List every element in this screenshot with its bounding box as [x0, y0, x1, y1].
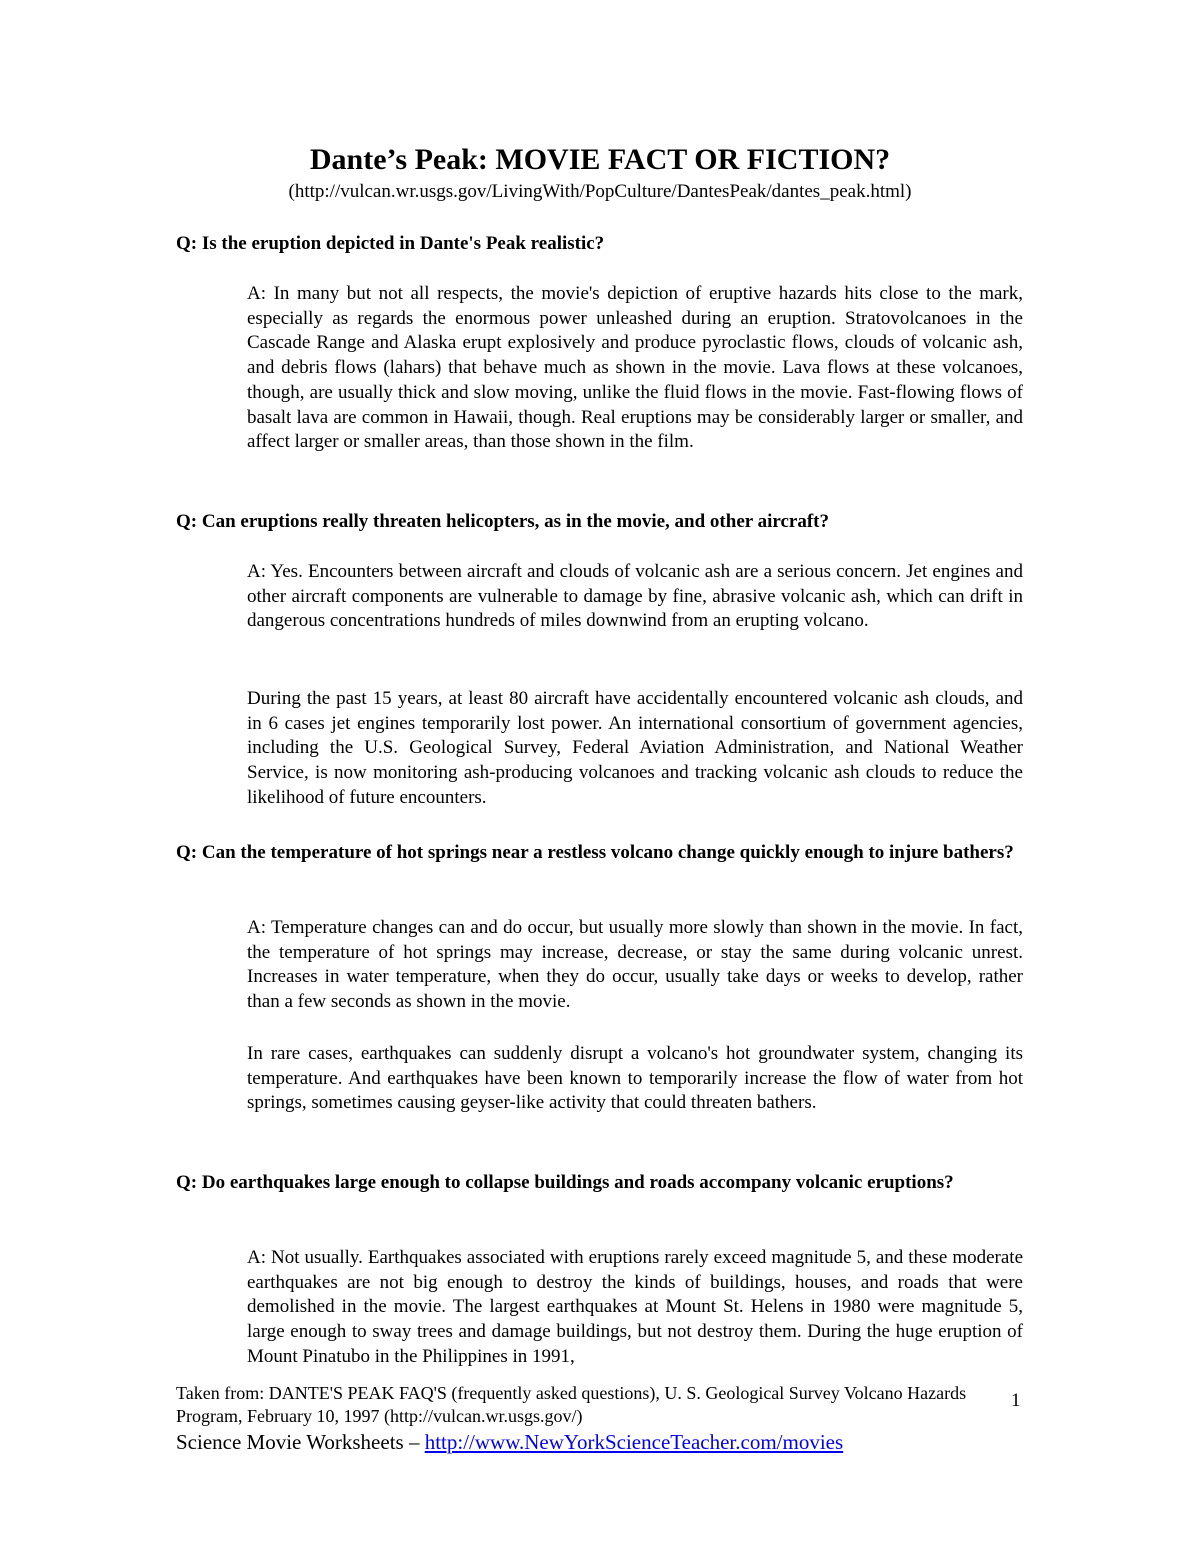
- footer-source-note: Taken from: DANTE'S PEAK FAQ'S (frequently asked questions), U. S. Geological Survey Volcano Hazards Program, February 10, 1997 (http://vulcan.wr.usgs.gov/): [176, 1383, 967, 1426]
- footer-site: [176, 1428, 843, 1456]
- question-3: Q: Can the temperature of hot springs near a restless volcano change quickly enough to injure bathers?: [176, 842, 1014, 863]
- page-number: 1: [1011, 1390, 1021, 1411]
- footer-site-label: Science Movie Worksheets –: [176, 1430, 425, 1454]
- question-1: Q: Is the eruption depicted in Dante's Peak realistic?: [176, 233, 605, 254]
- answer-2-paragraph-1: A: Yes. Encounters between aircraft and clouds of volcanic ash are a serious concern. Jet engines and other aircraft components are vulnerable to damage by fine, abrasive volcanic ash, which can drift in dangerous concentrations hundreds of miles downwind from an erupting volcano.: [247, 561, 1023, 632]
- question-2: Q: Can eruptions really threaten helicopters, as in the movie, and other aircraft?: [176, 511, 829, 532]
- answer-4-paragraph-1: A: Not usually. Earthquakes associated with eruptions rarely exceed magnitude 5, and these moderate earthquakes are not big enough to destroy the kinds of buildings, houses, and roads that were demolished in the movie. The largest earthquakes at Mount St. Helens in 1980 were magnitude 5, large enough to sway trees and damage buildings, but not destroy them. During the huge eruption of Mount Pinatubo in the Philippines in 1991,: [247, 1247, 1023, 1367]
- page-title: Dante’s Peak: MOVIE FACT OR FICTION?: [309, 143, 891, 176]
- footer-site-link[interactable]: http://www.NewYorkScienceTeacher.com/movies: [424, 1430, 844, 1454]
- answer-2-paragraph-2: During the past 15 years, at least 80 aircraft have accidentally encountered volcanic ash clouds, and in 6 cases jet engines temporarily lost power. An international consortium of government agencies, including the U.S. Geological Survey, Federal Aviation Administration, and National Weather Service, is now monitoring ash-producing volcanoes and tracking volcanic ash clouds to reduce the likelihood of future encounters.: [247, 688, 1023, 808]
- source-url: (http://vulcan.wr.usgs.gov/LivingWith/PopCulture/DantesPeak/dantes_peak.html): [288, 181, 912, 202]
- question-4: Q: Do earthquakes large enough to collapse buildings and roads accompany volcanic eruptions?: [176, 1172, 954, 1193]
- answer-3-paragraph-2: In rare cases, earthquakes can suddenly disrupt a volcano's hot groundwater system, changing its temperature. And earthquakes have been known to temporarily increase the flow of water from hot springs, sometimes causing geyser-like activity that could threaten bathers.: [247, 1043, 1023, 1114]
- answer-1-paragraph-1: A: In many but not all respects, the movie's depiction of eruptive hazards hits close to the mark, especially as regards the enormous power unleashed during an eruption. Stratovolcanoes in the Cascade Range and Alaska erupt explosively and produce pyroclastic flows, clouds of volcanic ash, and debris flows (lahars) that behave much as shown in the movie. Lava flows at these volcanoes, though, are usually thick and slow moving, unlike the fluid flows in the movie. Fast-flowing flows of basalt lava are common in Hawaii, though. Real eruptions may be considerably larger or smaller, and affect larger or smaller areas, than those shown in the film.: [247, 283, 1023, 453]
- answer-3-paragraph-1: A: Temperature changes can and do occur, but usually more slowly than shown in the movie. In fact, the temperature of hot springs may increase, decrease, or stay the same during volcanic unrest. Increases in water temperature, when they do occur, usually take days or weeks to develop, rather than a few seconds as shown in the movie.: [247, 917, 1023, 1013]
